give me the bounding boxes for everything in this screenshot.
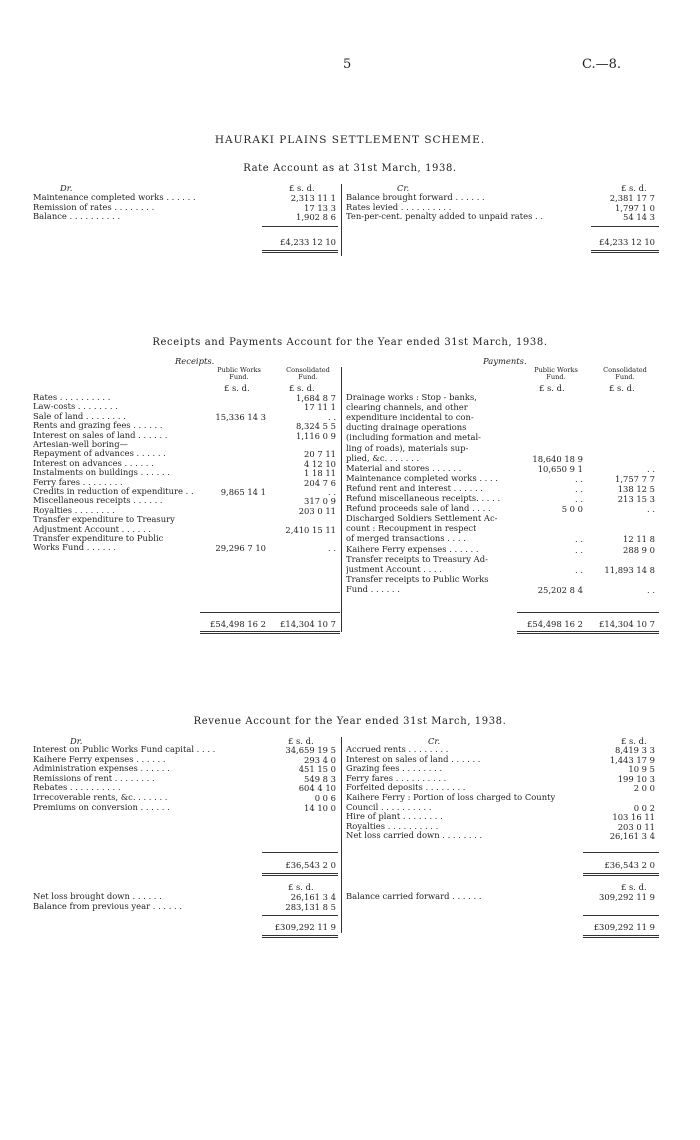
document-ref: C.—8. [582,57,622,72]
payment-row-label: justment Account . . . . [346,564,442,574]
rev-dr-row-label: Administration expenses . . . . . . [33,764,170,774]
payment-row-label: ducting drainage operations [346,423,467,433]
rev-cr-row-label: Council . . . . . . . . . . [346,802,432,812]
rev-dr-row-label: Kaihere Ferry expenses . . . . . . [33,754,166,764]
rev-dr-row-amount: 604 4 10 [298,783,336,794]
rev-cr-row-amount: 199 10 3 [617,773,655,784]
rev-dr-double-rule [262,873,338,876]
receipt-row-cf: . . [328,487,336,497]
rev-cr-row-amount: 0 0 2 [633,802,655,813]
rev-dr-label: Dr. [70,736,83,746]
receipt-row-cf: 1,116 0 9 [296,430,336,441]
rev-dr-total-2: £309,292 11 9 [274,922,336,932]
payment-row-label: count : Recoupment in respect [346,524,477,534]
rev-cr-label: Cr. [428,736,441,746]
payment-row-pwf: 5 0 0 [561,504,583,515]
payment-row-cf: 288 9 0 [623,544,655,555]
rev-cr-currency-2: £ s. d. [621,882,647,892]
rev-cr-row-amount: 26,161 3 4 [609,831,655,842]
rev-dr-rule [262,852,338,853]
rev-cr-currency: £ s. d. [621,736,647,746]
receipt-row-label: Artesian-well boring— [33,440,128,449]
rate-divider [341,184,342,256]
payment-row-pwf: . . [575,534,583,545]
page-number: 5 [343,57,352,72]
payment-row-cf: 1,757 7 7 [615,473,655,484]
receipts-label: Receipts. [175,356,215,366]
rp-col-cf: Consolidated Fund. [286,366,330,381]
rev-cr-row-label: Forfeited deposits . . . . . . . . [346,783,466,793]
rate-dr-total: £4,233 12 10 [280,237,336,247]
receipt-row-cf: 20 7 11 [304,449,336,460]
receipt-row-label: Royalties . . . . . . . . [33,505,115,515]
receipt-row-label: Adjustment Account . . . . . . [33,524,151,534]
rate-cr-rule [591,226,659,227]
rev-dr-row-amount: 0 0 6 [314,793,336,803]
rev-dr-currency-2: £ s. d. [288,882,314,892]
receipt-row-cf: . . [328,543,336,554]
rev-dr-row-label: Interest on Public Works Fund capital . . . . [33,745,216,754]
rev-cr2-row-amount: 309,292 11 9 [599,892,655,902]
rp-rec-total-pwf: £54,498 16 2 [210,619,266,629]
payment-row-pwf: 18,640 18 9 [532,453,583,464]
payment-row-cf: 138 12 5 [617,483,655,494]
rev-dr2-row-label: Balance from previous year . . . . . . [33,901,183,911]
payment-row-cf: . . [647,584,655,595]
receipt-row-cf: 203 0 11 [298,505,336,516]
receipt-row-cf: 1 18 11 [304,468,336,479]
rate-dr-row-label: Balance . . . . . . . . . . [33,212,121,222]
receipt-row-cf: 204 7 6 [304,477,336,488]
payment-row-label: (including formation and metal- [346,433,481,443]
rp-units-3: £ s. d. [539,383,565,393]
rev-cr-row-label: Grazing fees . . . . . . . . [346,764,443,774]
payment-row-pwf: . . [575,544,583,555]
receipt-row-pwf: 15,336 14 3 [215,411,266,422]
rate-cr-double-rule [591,250,659,253]
rev-cr-row-label: Accrued rents . . . . . . . . [346,745,449,754]
receipt-row-label: Law-costs . . . . . . . . [33,402,118,412]
receipt-row-cf: 8,324 5 5 [296,421,336,432]
rev-cr-rule-2 [583,915,659,916]
rp-units-1: £ s. d. [224,383,250,393]
payment-row-label: Discharged Soldiers Settlement Ac- [346,514,498,524]
rev-dr-double-rule-2 [262,935,338,938]
payment-row-label: expenditure incidental to con- [346,413,474,423]
document-title: HAURAKI PLAINS SETTLEMENT SCHEME. [214,134,486,146]
rp-rec-double-rule [200,631,340,634]
rev-cr-row-amount: 8,419 3 3 [615,745,655,755]
rate-dr-row-amount: 17 13 3 [304,202,336,213]
rp-pay-rule [517,612,659,613]
rp-pay-total-cf: £14,304 10 7 [599,619,655,629]
payment-row-cf: . . [647,463,655,474]
receipt-row-label: Rates . . . . . . . . . . [33,393,111,402]
payment-row-label: Drainage works : Stop - banks, [346,393,477,402]
rp-col-cf-right: Consolidated Fund. [603,366,647,381]
rev-dr2-row-label: Net loss brought down . . . . . . [33,892,162,901]
receipt-row-cf: . . [328,411,336,422]
rate-dr-row-amount: 2,313 11 1 [290,193,336,203]
receipt-row-label: Transfer expenditure to Public [33,534,164,543]
rev-dr-row-amount: 549 8 3 [304,773,336,784]
payments-label: Payments. [483,356,527,366]
payment-row-pwf: 25,202 8 4 [537,584,583,595]
receipt-row-label: Instalments on buildings . . . . . . [33,468,170,478]
rate-cr-row-amount: 2,381 17 7 [609,193,655,203]
payment-row-label: ling of roads), materials sup- [346,443,469,453]
rev-dr-row-amount: 451 15 0 [298,764,336,775]
rev-cr2-row-label: Balance carried forward . . . . . . [346,892,482,901]
rev-cr-row-label: Ferry fares . . . . . . . . . . [346,773,447,783]
rev-cr-row-label: Net loss carried down . . . . . . . . [346,831,483,841]
receipt-row-label: Transfer expenditure to Treasury [33,515,175,525]
payment-row-cf: . . [647,504,655,515]
receipt-row-cf: 4 12 10 [304,458,336,469]
rev-cr-row-label: Kaihere Ferry : Portion of loss charged to County [346,793,556,802]
payment-row-label: Kaihere Ferry expenses . . . . . . [346,544,479,554]
rev-dr-row-label: Irrecoverable rents, &c. . . . . . . [33,793,168,802]
payment-row-label: Refund miscellaneous receipts. . . . . [346,494,501,503]
payment-row-cf: 213 15 3 [617,494,655,504]
receipt-row-label: Miscellaneous receipts . . . . . . [33,496,163,506]
rev-cr-row-amount: 10 9 5 [628,764,655,775]
receipt-row-pwf: 29,296 7 10 [215,543,266,554]
receipt-row-pwf: 9,865 14 1 [220,487,266,497]
rate-cr-label: Cr. [397,183,410,193]
payment-row-cf: 12 11 8 [623,534,655,545]
payment-row-label: Transfer receipts to Treasury Ad- [346,554,488,564]
rev-cr-row-label: Interest on sales of land . . . . . . [346,754,481,764]
receipt-row-label: Credits in reduction of expenditure . . [33,487,194,496]
payment-row-label: of merged transactions . . . . [346,534,466,544]
rev-cr-row-amount: 203 0 11 [617,821,655,832]
payment-row-label: Fund . . . . . . [346,584,400,594]
rev-cr-row-amount: 1,443 17 9 [609,754,655,765]
rate-cr-currency: £ s. d. [621,183,647,193]
rp-rec-rule [200,612,340,613]
rev-dr-total: £36,543 2 0 [285,860,336,870]
rp-pay-double-rule [517,631,659,634]
rate-dr-rule [262,226,338,227]
payment-row-label: Material and stores . . . . . . [346,463,462,473]
revenue-account-title: Revenue Account for the Year ended 31st March, 1938. [193,716,507,727]
payment-row-label: clearing channels, and other [346,403,468,413]
rp-units-4: £ s. d. [609,383,635,393]
rate-dr-double-rule [262,250,338,253]
rate-dr-row-amount: 1,902 8 6 [296,212,336,223]
rate-cr-row-label: Rates levied . . . . . . . . . . [346,202,452,212]
receipt-row-label: Ferry fares . . . . . . . . [33,477,123,487]
payment-row-pwf: 10,650 9 1 [537,463,583,474]
payment-row-label: Transfer receipts to Public Works [346,574,489,584]
payment-row-pwf: . . [575,564,583,575]
payment-row-label: plied, &c. . . . . . . [346,453,420,463]
rate-dr-row-label: Maintenance completed works . . . . . . [33,193,196,202]
receipt-row-cf: 317 0 9 [304,496,336,507]
rev-dr-row-amount: 293 4 0 [304,754,336,765]
payment-row-pwf: . . [575,473,583,484]
receipt-row-label: Works Fund . . . . . . [33,543,117,553]
rev-dr-row-amount: 34,659 19 5 [285,745,336,755]
rev-cr-rule [583,852,659,853]
rev-cr-total-2: £309,292 11 9 [593,922,655,932]
rev-cr-double-rule-2 [583,935,659,938]
payment-row-label: Refund rent and interest . . . . . . [346,483,483,493]
rev-dr-row-label: Rebates . . . . . . . . . . [33,783,121,793]
rev-cr-row-amount: 2 0 0 [633,783,655,794]
rev-dr2-row-amount: 26,161 3 4 [290,892,336,902]
payment-row-cf: 11,893 14 8 [604,564,655,575]
rev-cr-total: £36,543 2 0 [604,860,655,870]
receipt-row-cf: 2,410 15 11 [285,524,336,535]
rev-cr-double-rule [583,873,659,876]
rate-cr-row-amount: 54 14 3 [623,212,655,223]
payment-row-pwf: . . [575,483,583,494]
rev-cr-row-label: Hire of plant . . . . . . . . [346,812,443,822]
rev-dr-rule-2 [262,915,338,916]
rp-pay-total-pwf: £54,498 16 2 [527,619,583,629]
rev-dr-currency: £ s. d. [288,736,314,746]
receipt-row-label: Interest on advances . . . . . . [33,458,154,468]
payment-row-label: Maintenance completed works . . . . [346,473,498,483]
rate-dr-row-label: Remission of rates . . . . . . . . [33,202,155,212]
rev-dr-row-label: Premiums on conversion . . . . . . [33,802,170,812]
rev-dr-row-amount: 14 10 0 [304,802,336,813]
rate-account-title: Rate Account as at 31st March, 1938. [243,163,457,174]
rate-cr-total: £4,233 12 10 [599,237,655,247]
rp-rec-total-cf: £14,304 10 7 [280,619,336,629]
rev-dr2-row-amount: 283,131 8 5 [285,901,336,912]
rate-cr-row-label: Balance brought forward . . . . . . [346,193,485,202]
rate-dr-label: Dr. [60,183,73,193]
rev-cr-row-label: Royalties . . . . . . . . . . [346,821,439,831]
rp-col-pwf: Public Works Fund. [217,366,261,381]
rev-dr-row-label: Remissions of rent . . . . . . . . [33,773,155,783]
receipt-row-label: Sale of land . . . . . . . . [33,411,126,421]
receipt-row-label: Repayment of advances . . . . . . [33,449,166,459]
payment-row-label: Refund proceeds sale of land . . . . [346,504,491,514]
rp-col-pwf-right: Public Works Fund. [534,366,578,381]
payment-row-pwf: . . [575,494,583,504]
receipt-row-cf: 1,684 8 7 [296,393,336,403]
rate-cr-row-label: Ten-per-cent. penalty added to unpaid rates . . [346,212,544,222]
rev-divider [341,737,342,933]
rate-cr-row-amount: 1,797 1 0 [615,202,655,213]
rp-divider [341,367,342,632]
receipts-payments-title: Receipts and Payments Account for the Year ended 31st March, 1938. [152,337,548,348]
receipt-row-label: Interest on sales of land . . . . . . [33,430,168,440]
rate-dr-currency: £ s. d. [289,183,315,193]
rev-cr-row-amount: 103 16 11 [612,812,655,823]
rp-units-2: £ s. d. [289,383,315,393]
receipt-row-label: Rents and grazing fees . . . . . . [33,421,163,431]
receipt-row-cf: 17 11 1 [304,402,336,413]
